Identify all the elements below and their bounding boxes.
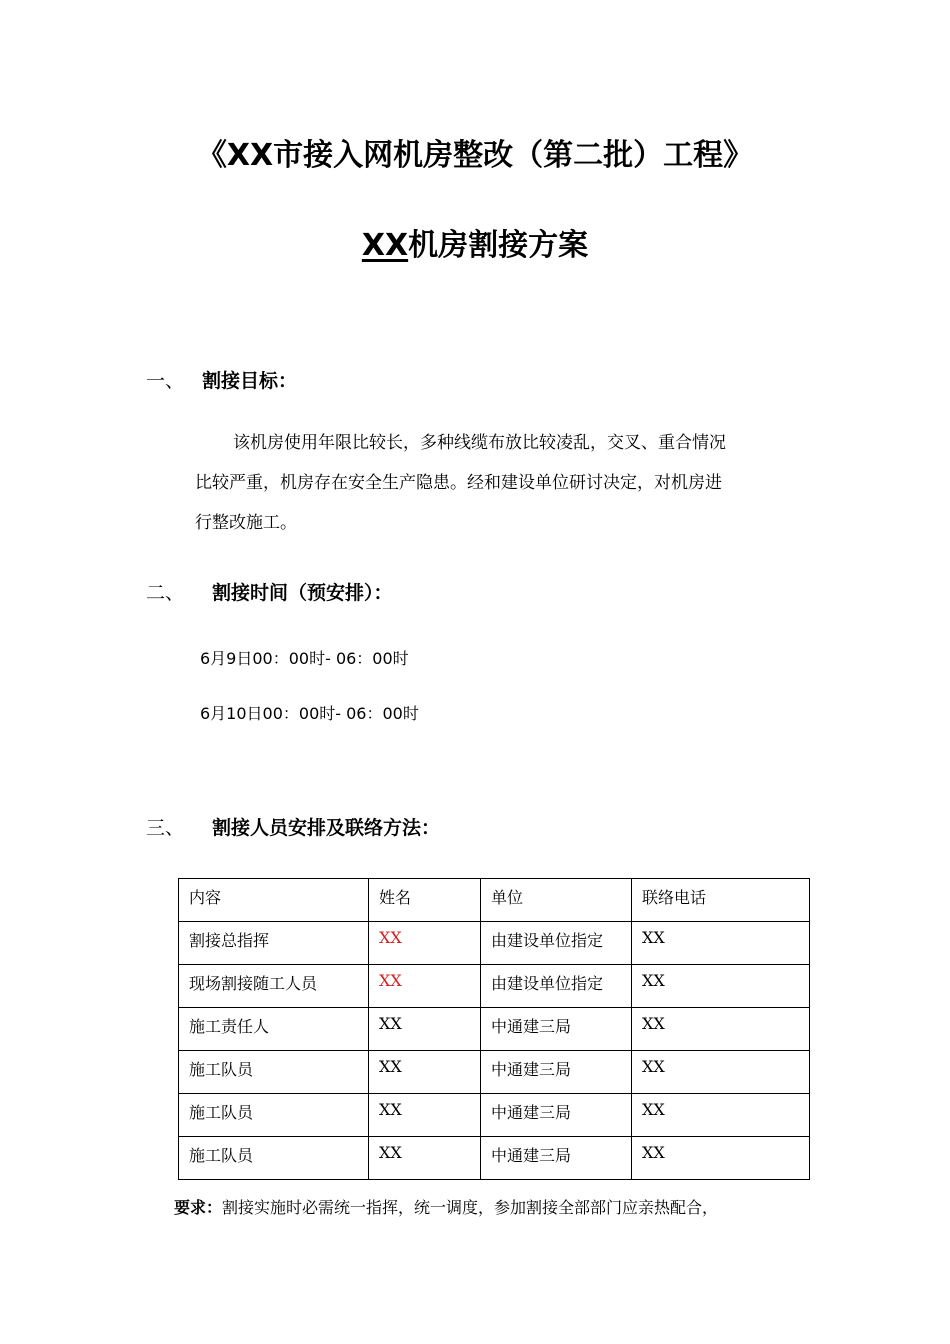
- name-cell: XX: [369, 1051, 481, 1094]
- phone-cell: XX: [632, 1137, 810, 1180]
- document-subtitle: [0, 220, 950, 264]
- role-cell: 施工队员: [179, 1051, 369, 1094]
- section1-line-2: 比较严重，机房存在安全生产隐患。经和建设单位研讨决定，对机房进: [195, 473, 722, 493]
- role-cell: 施工责任人: [179, 1008, 369, 1051]
- phone-cell: XX: [632, 1094, 810, 1137]
- name-cell: XX: [369, 1137, 481, 1180]
- subtitle-underlined-part: XX: [361, 228, 409, 263]
- unit-cell: 中通建三局: [481, 1137, 632, 1180]
- subtitle-rest: 机房割接方案: [408, 228, 589, 263]
- unit-cell: 中通建三局: [481, 1008, 632, 1051]
- section1-heading: [146, 366, 297, 393]
- section1-line-3: 行整改施工。: [195, 513, 297, 533]
- unit-cell: 由建设单位指定: [481, 965, 632, 1008]
- table-header-row: [179, 879, 810, 922]
- header-cell: 联络电话: [632, 879, 810, 922]
- header-cell: 内容: [179, 879, 369, 922]
- document-title: 《XX市接入网机房整改（第二批）工程》: [196, 138, 754, 173]
- name-cell: XX: [369, 1094, 481, 1137]
- section1-title: 割接目标：: [202, 370, 298, 392]
- section3-title: 割接人员安排及联络方法：: [212, 817, 441, 839]
- unit-cell: 中通建三局: [481, 1051, 632, 1094]
- role-cell: 割接总指挥: [179, 922, 369, 965]
- requirement-paragraph: [174, 1195, 718, 1218]
- table-row: [179, 1094, 810, 1137]
- table-row: [179, 1008, 810, 1051]
- section2-number: 二、: [146, 582, 185, 604]
- requirement-label: 要求：: [174, 1198, 223, 1217]
- requirement-text: 割接实施时必需统一指挥，统一调度，参加割接全部部门应亲热配合，: [222, 1198, 719, 1217]
- phone-cell: XX: [632, 1051, 810, 1094]
- phone-cell: XX: [632, 1008, 810, 1051]
- name-cell: XX: [369, 965, 481, 1008]
- role-cell: 现场割接随工人员: [179, 965, 369, 1008]
- section1-line-1: 该机房使用年限比较长，多种线缆布放比较凌乱，交叉、重合情况: [233, 433, 726, 453]
- table-row: [179, 1137, 810, 1180]
- header-cell: 单位: [481, 879, 632, 922]
- role-cell: 施工队员: [179, 1094, 369, 1137]
- section3-heading: [146, 813, 440, 840]
- unit-cell: 中通建三局: [481, 1094, 632, 1137]
- name-cell: XX: [369, 1008, 481, 1051]
- cutover-time-2: 6月10日00：00时- 06：00时: [200, 704, 419, 723]
- phone-cell: XX: [632, 922, 810, 965]
- table-row: [179, 965, 810, 1008]
- table-row: [179, 1051, 810, 1094]
- cutover-time-1: 6月9日00：00时- 06：00时: [200, 649, 409, 668]
- section3-number: 三、: [146, 817, 185, 839]
- role-cell: 施工队员: [179, 1137, 369, 1180]
- name-cell: XX: [369, 922, 481, 965]
- section2-title: 割接时间（预安排）：: [212, 582, 393, 604]
- section1-number: 一、: [146, 370, 185, 392]
- section2-heading: [146, 578, 393, 605]
- staff-table: [178, 878, 810, 1180]
- phone-cell: XX: [632, 965, 810, 1008]
- header-cell: 姓名: [369, 879, 481, 922]
- unit-cell: 由建设单位指定: [481, 922, 632, 965]
- table-row: [179, 922, 810, 965]
